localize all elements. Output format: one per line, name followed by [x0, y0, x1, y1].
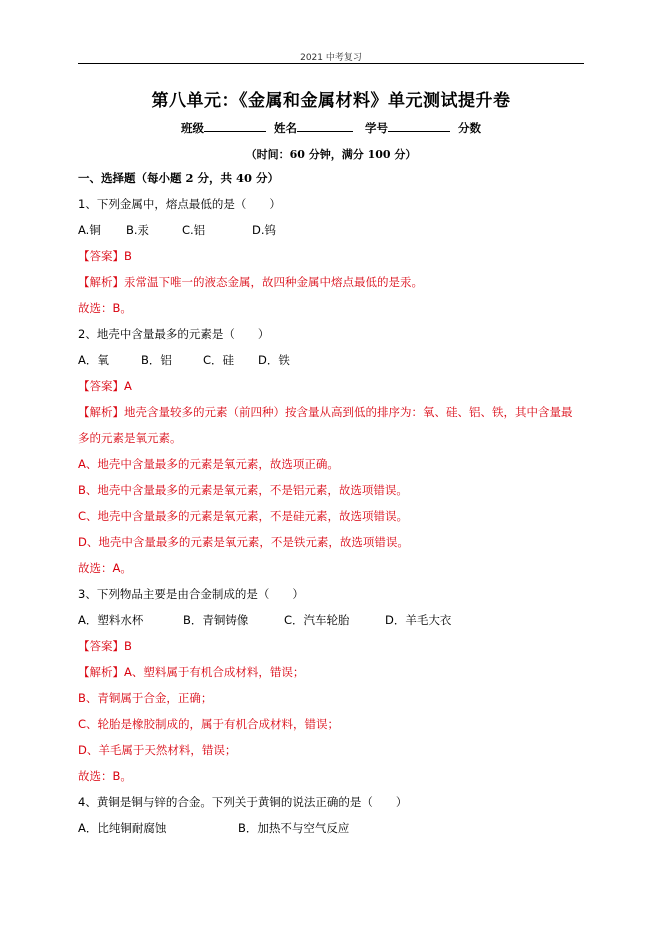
score-label: 分数 [458, 121, 482, 135]
section-title: 一、选择题（每小题 2 分，共 40 分） [78, 171, 280, 185]
q2-analysis-a: A、地壳中含量最多的元素是氧元素，故选项正确。 [78, 457, 339, 471]
page-header: 2021 中考复习 [300, 53, 362, 63]
q3-analysis-a: 【解析】A、塑料属于有机合成材料，错误； [78, 665, 305, 679]
q2-option-b: B．铝 [141, 353, 172, 367]
q1-options [78, 222, 598, 238]
student-id-blank [388, 121, 450, 132]
q3-analysis-b: B、青铜属于合金，正确； [78, 691, 213, 705]
q2-analysis-c: C、地壳中含量最多的元素是氧元素，不是硅元素，故选项错误。 [78, 509, 409, 523]
q1-conclusion: 故选：B。 [78, 301, 132, 315]
q3-conclusion: 故选：B。 [78, 769, 132, 783]
q2-answer: 【答案】A [78, 379, 132, 393]
class-label: 班级 [180, 121, 204, 135]
class-blank [204, 121, 266, 132]
q3-answer: 【答案】B [78, 639, 132, 653]
q1-option-d: D.钨 [252, 223, 277, 237]
q2-options [78, 352, 598, 368]
q3-option-d: D．羊毛大衣 [385, 613, 452, 627]
header-rule [78, 63, 584, 64]
q4-stem: 4、黄铜是铜与锌的合金。下列关于黄铜的说法正确的是（ ） [78, 795, 408, 809]
q1-option-c: C.铝 [182, 223, 206, 237]
q3-analysis-d: D、羊毛属于天然材料，错误； [78, 743, 237, 757]
q1-analysis: 【解析】汞常温下唯一的液态金属，故四种金属中熔点最低的是汞。 [78, 275, 423, 289]
q2-option-d: D．铁 [258, 353, 290, 367]
student-info-row [78, 120, 584, 136]
q4-option-a: A．比纯铜耐腐蚀 [78, 821, 167, 835]
q3-option-a: A．塑料水杯 [78, 613, 144, 627]
q2-conclusion: 故选：A。 [78, 561, 132, 575]
q4-options [78, 820, 598, 836]
q3-analysis-c: C、轮胎是橡胶制成的，属于有机合成材料，错误； [78, 717, 340, 731]
q2-option-a: A．氧 [78, 353, 109, 367]
q1-option-a: A.铜 [78, 223, 101, 237]
q3-option-c: C．汽车轮胎 [284, 613, 350, 627]
q1-answer: 【答案】B [78, 249, 132, 263]
q2-analysis-line-1: 【解析】地壳含量较多的元素（前四种）按含量从高到低的排序为：氧、硅、铝、铁，其中含量最 [78, 405, 573, 419]
q1-option-b: B.汞 [126, 223, 150, 237]
q3-option-b: B．青铜铸像 [183, 613, 249, 627]
name-label: 姓名 [273, 121, 297, 135]
q1-stem: 1、下列金属中，熔点最低的是（ ） [78, 197, 281, 211]
q2-stem: 2、地壳中含量最多的元素是（ ） [78, 327, 270, 341]
name-blank [297, 121, 353, 132]
document-title: 第八单元：《金属和金属材料》单元测试提升卷 [151, 91, 511, 111]
q3-stem: 3、下列物品主要是由合金制成的是（ ） [78, 587, 304, 601]
q2-analysis-b: B、地壳中含量最多的元素是氧元素，不是铝元素，故选项错误。 [78, 483, 408, 497]
q3-options [78, 612, 598, 628]
q4-option-b: B．加热不与空气反应 [238, 821, 350, 835]
time-note: （时间：60 分钟，满分 100 分） [245, 148, 417, 161]
q2-analysis-d: D、地壳中含量最多的元素是氧元素，不是铁元素，故选项错误。 [78, 535, 409, 549]
student-id-label: 学号 [365, 121, 388, 135]
q2-option-c: C．硅 [203, 353, 235, 367]
q2-analysis-line-2: 多的元素是氧元素。 [78, 431, 182, 445]
